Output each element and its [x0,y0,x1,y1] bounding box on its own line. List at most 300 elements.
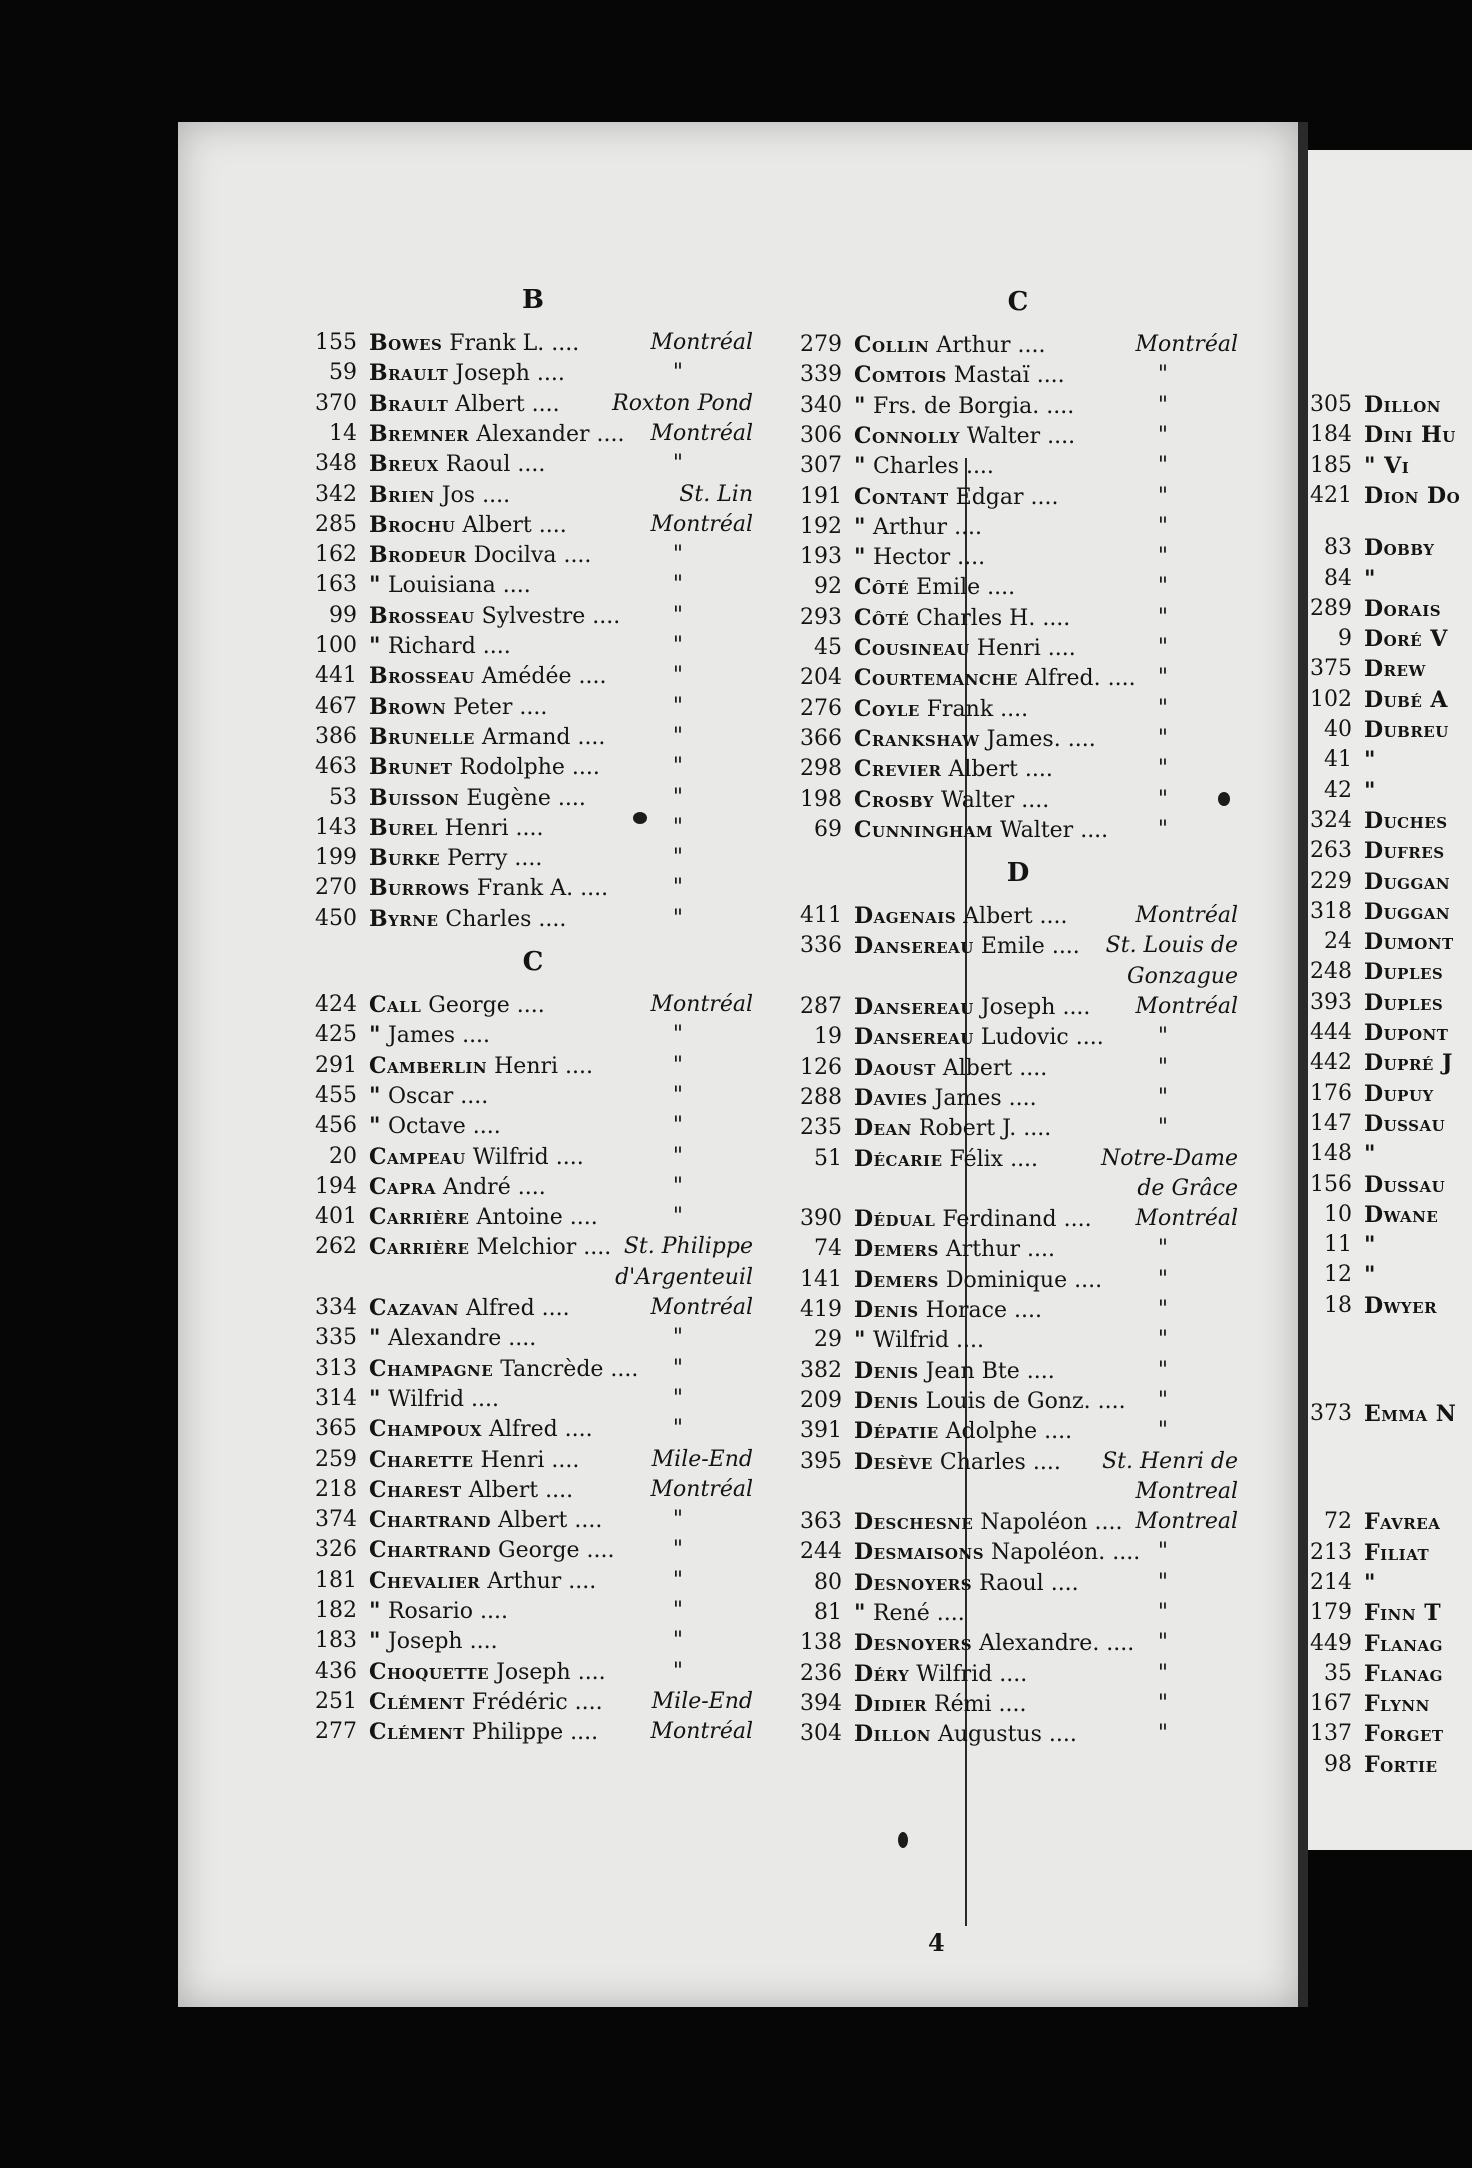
entry-given-name: Ferdinand [942,1207,1057,1233]
entry-surname: Capra [369,1173,437,1200]
directory-entry [798,1144,1238,1174]
entry-surname: " [854,513,866,540]
fragment-text: Dupont [1364,1020,1449,1046]
fragment-number: 184 [1310,422,1352,448]
entry-name: Dean Robert J. .... [854,1115,1052,1142]
entry-number: 340 [800,392,842,418]
entry-surname: Daoust [854,1054,936,1081]
entry-given-name: Alexandre [387,1326,502,1352]
fragment-entry [1308,1048,1472,1078]
entry-name: Cunningham Walter .... [854,816,1109,843]
entry-number: 236 [800,1660,842,1686]
entry-given-name: Alexandre. [979,1631,1100,1657]
entry-name: Cazavan Alfred .... [369,1295,570,1321]
entry-surname: Brien [369,481,435,508]
entry-surname: Bremner [369,420,470,447]
entry-name: Brault Albert .... [369,390,560,417]
entry-surname: Brault [369,360,449,387]
entry-name: Collin Arthur .... [854,332,1046,358]
fragment-entry [1308,481,1472,511]
entry-surname: Carrière [369,1204,470,1231]
entry-surname: Dansereau [854,1024,974,1051]
entry-number: 382 [800,1357,842,1383]
entry-given-name: Wilfrid [472,1144,549,1170]
entry-place: Montréal [650,1476,753,1502]
entry-given-name: Jean Bte [925,1358,1020,1384]
entry-surname: Crevier [854,756,942,783]
entry-place: " [672,1416,683,1442]
fragment-number: 40 [1324,717,1352,742]
entry-name: Brochu Albert .... [369,511,567,538]
right-column [798,122,1238,1922]
fragment-entry [1308,867,1472,897]
entry-name: " Wilfrid .... [854,1327,985,1354]
entry-number: 391 [800,1418,842,1444]
fragment-entry [1308,1018,1472,1048]
entry-surname: Chartrand [369,1537,492,1564]
entry-number: 19 [814,1024,842,1050]
entry-number: 51 [814,1145,842,1171]
entry-number: 455 [315,1082,357,1108]
entry-given-name: Albert [462,512,532,538]
entry-number: 277 [315,1719,357,1745]
entry-given-name: Rosario [387,1599,473,1624]
entry-place: " [1157,816,1168,842]
entry-surname: " [369,633,381,659]
entry-surname: " [854,1327,866,1354]
fragment-number: 72 [1324,1509,1352,1535]
entry-place: Montréal [650,1295,753,1320]
directory-entry [313,510,753,540]
entry-given-name: Charles H. [916,605,1036,631]
entry-given-name: Frs. de Borgia. [872,393,1040,419]
entry-number: 425 [315,1022,357,1048]
entry-name: Bremner Alexander .... [369,420,625,447]
entry-surname: " [369,1113,381,1140]
entry-given-name: Raoul [979,1570,1044,1596]
fragment-number: 289 [1310,595,1352,621]
entry-name: Brault Joseph .... [369,360,565,387]
directory-entry [313,783,753,813]
fragment-entry [1308,1109,1472,1139]
entry-given-name: Charles [872,454,959,480]
entry-place: " [672,1325,683,1351]
entry-name: Dagenais Albert .... [854,903,1068,930]
entry-number: 467 [315,693,357,719]
entry-surname: Denis [854,1297,919,1323]
fragment-entry [1308,594,1472,624]
entry-place: " [672,451,683,477]
entry-name: Crankshaw James. .... [854,725,1096,752]
fragment-text: " [1364,565,1376,592]
entry-surname: Dansereau [854,994,974,1020]
entry-surname: Dagenais [854,903,957,930]
entry-surname: Clément [369,1719,465,1746]
entry-place: " [1157,725,1168,751]
entry-name: Carrière Melchior .... [369,1234,612,1261]
entry-number: 456 [315,1113,357,1139]
directory-entry [798,482,1238,512]
entry-surname: Breux [369,451,439,478]
entry-name: Camberlin Henri .... [369,1052,594,1079]
entry-given-name: Melchior [476,1235,577,1261]
entry-surname: Dean [854,1115,912,1142]
entry-surname: Champoux [369,1416,482,1443]
entry-surname: Connolly [854,422,960,449]
entry-name: Deschesne Napoléon .... [854,1509,1123,1536]
entry-surname: Carrière [369,1234,470,1261]
entry-number: 244 [800,1539,842,1565]
entry-place: St. Lin [679,481,753,507]
fragment-text: Drew [1364,656,1426,683]
fragment-number: 375 [1310,656,1352,682]
entry-given-name: Albert [948,757,1018,783]
entry-number: 436 [315,1658,357,1684]
entry-name: Byrne Charles .... [369,905,567,932]
entry-name: Denis Horace .... [854,1297,1042,1323]
entry-number: 270 [315,875,357,901]
entry-name: " James .... [369,1022,491,1049]
entry-given-name: Joseph [387,1629,463,1655]
entry-name: " Alexandre .... [369,1325,537,1352]
entry-place: " [1157,1600,1168,1625]
directory-entry [313,601,753,631]
entry-place: " [1157,604,1168,630]
directory-entry [313,480,753,510]
directory-entry [313,570,753,600]
entry-surname: Desève [854,1448,933,1475]
entry-place: " [672,875,683,901]
entry-place: St. Louis de [1105,933,1238,959]
entry-place-continued [798,1174,1238,1204]
fragment-entry [1308,1230,1472,1260]
entry-surname: Comtois [854,362,947,389]
entry-surname: Collin [854,332,930,358]
entry-number: 199 [315,845,357,871]
entry-name: Breux Raoul .... [369,451,546,478]
directory-entry [313,631,753,661]
directory-entry [313,1020,753,1050]
entry-name: Brunet Rodolphe .... [369,754,600,781]
fragment-number: 444 [1310,1020,1352,1045]
fragment-text: Dumont [1364,929,1454,956]
entry-place: " [1157,1236,1168,1262]
entry-given-name: Albert [455,391,525,417]
entry-name: Brown Peter .... [369,693,548,720]
entry-number: 192 [800,513,842,539]
entry-surname: Brosseau [369,602,475,629]
directory-entry [313,1657,753,1687]
fragment-number: 373 [1310,1401,1352,1426]
entry-given-name: Armand [481,724,571,750]
fragment-entry [1308,1689,1472,1719]
entry-name: Coyle Frank .... [854,695,1029,722]
entry-given-name: André [443,1174,511,1200]
entry-name: " Louisiana .... [369,572,531,599]
entry-name: Burel Henri .... [369,814,544,841]
entry-number: 143 [315,814,357,840]
entry-place: Montréal [1135,332,1238,357]
entry-number: 92 [814,574,842,600]
entry-number: 394 [800,1690,842,1716]
entry-surname: Desnoyers [854,1569,973,1596]
section-letter-c: C [522,947,544,977]
directory-entry [313,1051,753,1081]
fragment-text: Emma N [1364,1401,1457,1427]
entry-surname: " [369,572,381,599]
entry-place: " [1157,695,1168,721]
entry-place: " [1157,1418,1168,1444]
entry-place: " [672,723,683,749]
directory-entry [313,419,753,449]
directory-entry [798,1325,1238,1355]
entry-place: " [672,814,683,840]
entry-place: " [672,1052,683,1078]
entry-given-name: Napoléon. [991,1540,1106,1566]
directory-entry [798,1234,1238,1264]
fragment-entry [1308,897,1472,927]
fragment-entry [1308,1507,1472,1537]
entry-surname: Burel [369,814,438,841]
entry-number: 138 [800,1630,842,1656]
entry-place: " [1157,1387,1168,1413]
directory-entry [798,1689,1238,1719]
fragment-entry [1308,957,1472,987]
entry-place: " [1157,1660,1168,1686]
fragment-text: Dobby [1364,535,1435,562]
entry-number: 342 [315,481,357,507]
fragment-entry [1308,1139,1472,1169]
directory-entry [313,1202,753,1232]
entry-place: " [1157,362,1168,388]
directory-entry [798,1507,1238,1537]
directory-entry [798,1416,1238,1446]
fragment-number: 18 [1324,1292,1352,1318]
directory-entry [313,752,753,782]
entry-name: Crosby Walter .... [854,786,1050,813]
fragment-number: 83 [1324,535,1352,561]
entry-number: 59 [329,360,357,386]
entry-number: 370 [315,390,357,416]
fragment-number: 11 [1324,1232,1352,1258]
entry-given-name: Adolphe [945,1419,1038,1445]
entry-given-name: Emile [916,575,981,601]
fragment-entry [1308,1399,1472,1429]
fragment-text: Duggan [1364,868,1451,895]
fragment-entry [1308,806,1472,836]
entry-number: 366 [800,725,842,751]
entry-given-name: Henri [480,1447,545,1473]
entry-place: Montréal [1135,903,1238,929]
fragment-entry [1308,1079,1472,1109]
entry-place: " [1157,1630,1168,1656]
fragment-text: Dupuy [1364,1080,1434,1107]
entry-place: " [672,1173,683,1199]
fragment-number: 41 [1324,747,1352,773]
fragment-number: 229 [1310,868,1352,894]
entry-given-name: Alfred [465,1296,535,1321]
entry-surname: Contant [854,483,949,510]
directory-entry [798,931,1238,961]
entry-surname: Dillon [854,1721,931,1748]
entry-surname: Burke [369,845,441,872]
entry-place: Notre-Dame [1101,1145,1238,1171]
entry-surname: Cunningham [854,816,993,843]
entry-place: Montréal [1135,994,1238,1019]
entry-name: Courtemanche Alfred. .... [854,665,1136,692]
entry-given-name: Richard [387,634,476,659]
directory-entry [798,1053,1238,1083]
directory-entry [313,1111,753,1141]
entry-number: 279 [800,332,842,357]
fragment-number: 421 [1310,482,1352,508]
fragment-number: 449 [1310,1630,1352,1656]
entry-number: 194 [315,1173,357,1199]
entry-number: 395 [800,1448,842,1474]
entry-number: 81 [814,1600,842,1625]
entry-number: 163 [315,572,357,598]
entry-number: 326 [315,1537,357,1563]
fragment-text: Dini Hu [1364,422,1456,449]
entry-given-name: Arthur [936,333,1011,358]
entry-number: 314 [315,1385,357,1411]
entry-place: " [1157,665,1168,691]
entry-place: " [1157,1690,1168,1716]
directory-entry [798,1204,1238,1234]
fragment-number: 179 [1310,1600,1352,1626]
entry-given-name: Albert [942,1055,1013,1081]
fragment-number: 324 [1310,807,1352,833]
entry-given-name: Arthur [945,1237,1020,1263]
directory-entry [313,1505,753,1535]
entry-surname: Dansereau [854,933,974,960]
fragment-entry [1308,533,1472,563]
entry-name: Clément Philippe .... [369,1719,599,1746]
entry-number: 259 [315,1446,357,1472]
directory-entry [798,451,1238,481]
entry-place: " [672,572,683,598]
entry-name: " Richard .... [369,633,511,659]
entry-given-name: Frank [926,696,994,722]
entry-place: Montréal [650,330,753,355]
fragment-number: 137 [1310,1721,1352,1747]
entry-number: 374 [315,1507,357,1533]
entry-number: 336 [800,933,842,959]
entry-given-name: Arthur [872,514,948,540]
entry-place: " [1157,1327,1168,1353]
fragment-text: " [1364,1141,1376,1168]
entry-given-name: Frédéric [471,1689,568,1715]
directory-entry [313,389,753,419]
entry-given-name: Charles [445,906,532,932]
directory-entry [798,1537,1238,1567]
entry-surname: Brochu [369,511,456,538]
directory-entry [798,1083,1238,1113]
directory-entry [313,1172,753,1202]
entry-name: " Octave .... [369,1113,501,1140]
fragment-number: 148 [1310,1141,1352,1167]
directory-entry [798,815,1238,845]
entry-given-name: Sylvestre [481,603,586,629]
entry-given-name: Peter [453,694,513,720]
fragment-entry [1308,451,1472,481]
entry-number: 424 [315,992,357,1017]
entry-name: " Oscar .... [369,1082,489,1109]
directory-entry [313,692,753,722]
entry-number: 334 [315,1295,357,1320]
entry-name: Chartrand George .... [369,1537,615,1564]
entry-place-line2: d'Argenteuil [615,1264,753,1290]
entry-surname: " [854,544,866,571]
entry-number: 441 [315,663,357,689]
directory-entry [798,603,1238,633]
entry-name: Dédual Ferdinand .... [854,1206,1092,1233]
directory-entry [313,1717,753,1747]
entry-surname: " [854,1600,866,1626]
entry-given-name: Henri [494,1053,559,1079]
entry-place: " [1157,1297,1168,1322]
entry-number: 285 [315,511,357,537]
entry-place: " [1157,1721,1168,1747]
entry-number: 74 [814,1236,842,1262]
entry-place: " [672,1598,683,1623]
entry-surname: " [369,1385,381,1412]
entry-given-name: George [498,1538,580,1564]
entry-name: Comtois Mastaï .... [854,362,1065,389]
entry-name: Capra André .... [369,1173,546,1200]
entry-place: Roxton Pond [612,390,753,416]
directory-entry [313,449,753,479]
entry-name: Desève Charles .... [854,1448,1061,1475]
entry-number: 155 [315,330,357,355]
section-letter-d: D [1006,858,1030,889]
entry-surname: Campeau [369,1143,466,1170]
entry-surname: Denis [854,1387,919,1414]
entry-name: " Rosario .... [369,1598,508,1624]
directory-entry [798,512,1238,542]
entry-number: 306 [800,422,842,448]
entry-number: 450 [315,905,357,931]
directory-entry [313,722,753,752]
fragment-number: 318 [1310,898,1352,924]
entry-place: Montréal [650,511,753,537]
fragment-entry [1308,715,1472,745]
entry-name: Desnoyers Raoul .... [854,1569,1079,1596]
entry-number: 401 [315,1204,357,1230]
entry-place: Montréal [650,420,753,446]
directory-entry [313,1475,753,1505]
directory-entry [798,1295,1238,1325]
entry-surname: " [369,1325,381,1352]
directory-entry [313,873,753,903]
entry-place: " [672,633,683,658]
fragment-text: Flynn [1364,1691,1430,1718]
directory-entry [313,328,753,358]
ink-speck [1218,792,1230,806]
directory-entry [798,633,1238,663]
entry-name: Choquette Joseph .... [369,1658,606,1685]
entry-place-continued [313,1263,753,1293]
fragment-entry [1308,1170,1472,1200]
entry-place: " [1157,483,1168,509]
entry-given-name: Docilva [473,543,557,569]
fragment-entry [1308,1659,1472,1689]
directory-entry [313,1445,753,1475]
entry-name: Dépatie Adolphe .... [854,1418,1073,1445]
entry-place: " [672,1658,683,1684]
fragment-number: 12 [1324,1262,1352,1288]
fragment-number: 185 [1310,452,1352,478]
